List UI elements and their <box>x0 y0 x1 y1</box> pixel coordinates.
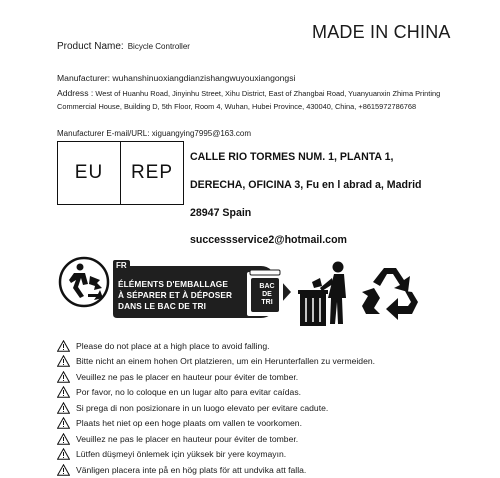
address-label: Address : <box>57 88 94 98</box>
sorting-instructions <box>118 279 246 312</box>
manufacturer-address <box>57 87 457 113</box>
eu-rep-address-line-1: CALLE RIO TORMES NUM. 1, PLANTA 1, <box>190 151 394 163</box>
warning-item <box>57 400 375 416</box>
manufacturer-email-line <box>57 127 251 140</box>
made-in-china-title: MADE IN CHINA <box>312 22 451 42</box>
warning-triangle-icon <box>57 448 70 460</box>
email-label: Manufacturer E-mail/URL: <box>57 129 150 138</box>
manufacturer-label: Manufacturer: <box>57 73 111 83</box>
sorting-line-1: ÉLÉMENTS D'EMBALLAGE <box>118 279 228 289</box>
warning-text: Por favor, no lo coloque en un lugar alto para evitar caídas. <box>76 387 302 398</box>
warning-item <box>57 369 375 385</box>
bin-line-2: DE <box>262 291 272 298</box>
rep-cell: REP <box>120 142 183 204</box>
warning-text: Please do not place at a high place to avoid falling. <box>76 340 270 351</box>
sorting-line-2: À SÉPARER ET À DÉPOSER <box>118 290 233 300</box>
warning-text: Veuillez ne pas le placer en hauteur pour éviter de tomber. <box>76 433 299 444</box>
address-text: West of Huanhu Road, Jinyinhu Street, Xihu District, East of Zhangbai Road, Yuanyuanxin Zhima Printing Commercial House, Building D, 5th Floor, Room 4, Wuhan, Hubei Province, 430040, China, +8615972786768 <box>57 89 441 111</box>
warning-triangle-icon <box>57 371 70 383</box>
warning-item <box>57 416 375 432</box>
warning-item <box>57 431 375 447</box>
warning-item <box>57 354 375 370</box>
eu-rep-address-line-3: 28947 Spain <box>190 207 252 219</box>
tidyman-icon <box>298 258 360 328</box>
warning-list <box>57 338 375 478</box>
warning-triangle-icon <box>57 355 70 367</box>
manufacturer-line <box>57 72 295 85</box>
product-name <box>57 41 190 52</box>
product-name-value: Bicycle Controller <box>127 42 190 51</box>
warning-item <box>57 338 375 354</box>
warning-triangle-icon <box>57 464 70 476</box>
warning-text: Lütfen düşmeyi önlemek için yüksek bir yere koymayın. <box>76 449 287 460</box>
recycle-icon <box>360 262 424 326</box>
triman-icon <box>58 256 110 308</box>
manufacturer-name: wuhanshinuoxiangdianzishangwuyouxiangongsi <box>112 73 296 83</box>
warning-text: Plaats het niet op een hoge plaats om vallen te voorkomen. <box>76 418 302 429</box>
warning-triangle-icon <box>57 340 70 352</box>
warning-item <box>57 462 375 478</box>
warning-item <box>57 447 375 463</box>
sorting-line-3: DANS LE BAC DE TRI <box>118 301 206 311</box>
warning-triangle-icon <box>57 417 70 429</box>
warning-text: Veuillez ne pas le placer en hauteur pour éviter de tomber. <box>76 371 299 382</box>
warning-triangle-icon <box>57 433 70 445</box>
warning-text: Bitte nicht an einem hohen Ort platzieren, um ein Herunterfallen zu vermeiden. <box>76 356 376 367</box>
warning-text: Vänligen placera inte på en hög plats för att undvika att falla. <box>76 464 307 475</box>
eu-cell: EU <box>74 162 104 183</box>
email-value: xiguangying7995@163.com <box>151 129 252 138</box>
eu-rep-box <box>57 141 184 205</box>
warning-triangle-icon <box>57 386 70 398</box>
fr-country-tag: FR <box>113 260 130 271</box>
warning-triangle-icon <box>57 402 70 414</box>
eu-rep-email: successservice2@hotmail.com <box>190 234 347 246</box>
warning-text: Si prega di non posizionare in un luogo elevato per evitare cadute. <box>76 402 329 413</box>
product-name-label: Product Name: <box>57 41 124 52</box>
eu-rep-address-line-2: DERECHA, OFICINA 3, Fu en l abrad a, Madrid <box>190 179 422 191</box>
warning-item <box>57 385 375 401</box>
sorting-bin-label <box>253 283 281 307</box>
bin-line-3: TRI <box>261 299 273 306</box>
bin-line-1: BAC <box>259 283 275 290</box>
